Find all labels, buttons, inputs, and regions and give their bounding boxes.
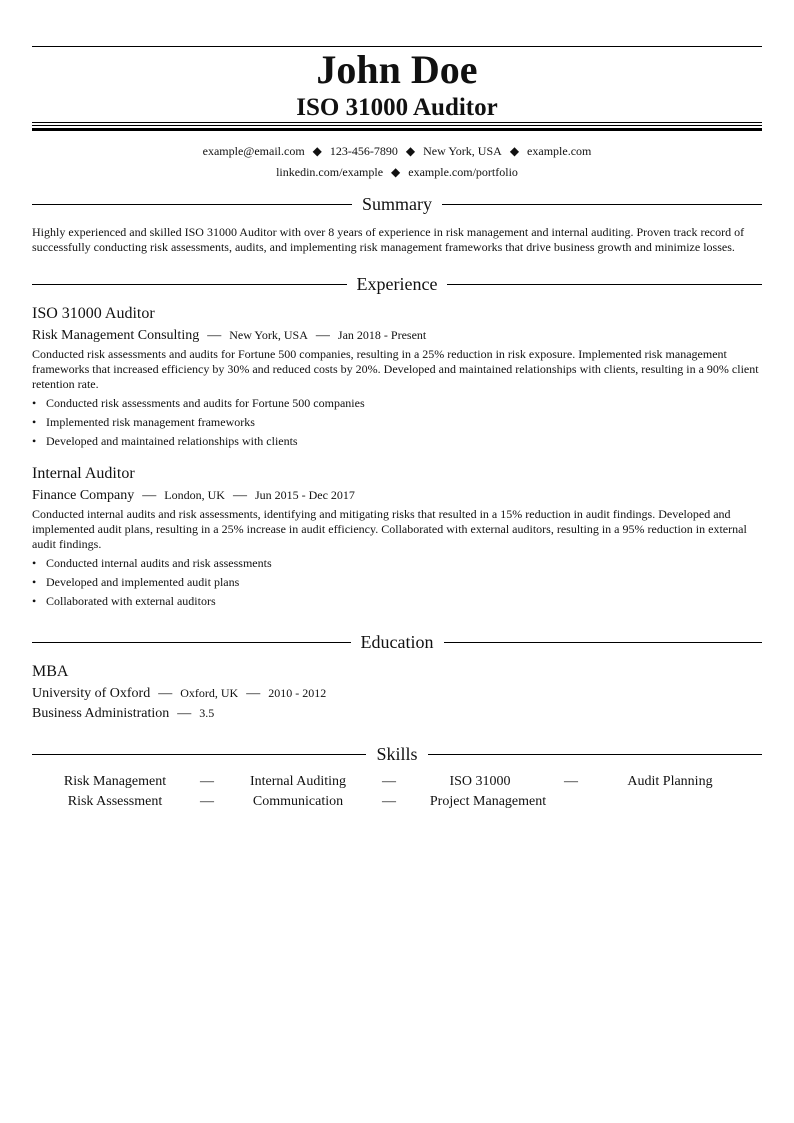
skill-item: Audit Planning bbox=[627, 774, 713, 789]
degree: MBA bbox=[32, 663, 69, 680]
experience-heading-label: Experience bbox=[356, 274, 438, 294]
skills-row bbox=[32, 793, 762, 813]
job-location: London, UK bbox=[164, 488, 225, 502]
contact-phone[interactable]: 123-456-7890 bbox=[329, 144, 398, 158]
bullet-text: Developed and maintained relationships with clients bbox=[46, 434, 298, 448]
list-item bbox=[32, 394, 762, 413]
bullet-icon: • bbox=[32, 594, 37, 608]
list-item bbox=[32, 592, 762, 611]
header-divider bbox=[32, 122, 762, 131]
dash-separator: — bbox=[200, 774, 214, 789]
skills-row bbox=[32, 773, 762, 793]
skills-grid bbox=[32, 773, 762, 813]
candidate-title: ISO 31000 Auditor bbox=[296, 94, 498, 121]
skill-item: ISO 31000 bbox=[449, 774, 511, 789]
job-title: Internal Auditor bbox=[32, 465, 135, 482]
school-name: University of Oxford bbox=[32, 686, 151, 701]
education-dates: 2010 - 2012 bbox=[268, 686, 327, 700]
list-item bbox=[32, 413, 762, 432]
bullet-text: Collaborated with external auditors bbox=[46, 594, 216, 608]
contact-portfolio[interactable]: example.com/portfolio bbox=[408, 165, 518, 179]
job-company: Risk Management Consulting bbox=[32, 328, 200, 343]
experience-heading bbox=[32, 273, 762, 295]
job-title: ISO 31000 Auditor bbox=[32, 305, 155, 322]
candidate-name: John Doe bbox=[316, 47, 478, 92]
bullet-text: Developed and implemented audit plans bbox=[46, 575, 240, 589]
bullet-icon: • bbox=[32, 415, 37, 429]
summary-heading-label: Summary bbox=[362, 194, 432, 214]
job-dates: Jun 2015 - Dec 2017 bbox=[254, 488, 355, 502]
list-item bbox=[32, 573, 762, 592]
list-item bbox=[32, 554, 762, 573]
contact-linkedin[interactable]: linkedin.com/example bbox=[276, 165, 384, 179]
job-bullets bbox=[32, 394, 762, 451]
skill-item: Risk Assessment bbox=[67, 794, 163, 809]
diamond-icon: ◆ bbox=[391, 165, 401, 179]
dash-separator: — bbox=[177, 706, 192, 721]
skills-heading bbox=[32, 743, 762, 765]
dash-separator: — bbox=[564, 774, 578, 789]
diamond-icon: ◆ bbox=[405, 144, 416, 158]
job-meta bbox=[32, 326, 426, 345]
skill-item: Communication bbox=[252, 794, 344, 809]
bullet-icon: • bbox=[32, 396, 37, 410]
contact-website[interactable]: example.com bbox=[527, 144, 592, 158]
skill-item: Risk Management bbox=[63, 774, 167, 789]
field-of-study: Business Administration bbox=[32, 706, 170, 721]
diamond-icon: ◆ bbox=[509, 144, 520, 158]
education-meta bbox=[32, 684, 326, 703]
education-heading bbox=[32, 631, 762, 653]
job-company: Finance Company bbox=[32, 488, 135, 503]
dash-separator: — bbox=[207, 328, 222, 343]
bullet-icon: • bbox=[32, 434, 37, 448]
school-location: Oxford, UK bbox=[180, 686, 239, 700]
list-item bbox=[32, 432, 762, 451]
gpa: 3.5 bbox=[199, 706, 215, 720]
dash-separator: — bbox=[382, 794, 396, 809]
summary-text: Highly experienced and skilled ISO 31000 Auditor with over 8 years of experience in risk management and internal auditing. Proven track record of successfully conducting risk assessments, audits, and implementing risk management frameworks that drive business growth and minimize losses. bbox=[32, 225, 745, 254]
job-description: Conducted internal audits and risk assessments, identifying and mitigating risks that resulted in a 15% reduction in audit findings. Developed and implemented audit plans, resulting in a 25% increase in audit efficiency. Collaborated with external auditors, resulting in a 95% reduction in external audit findings. bbox=[32, 507, 747, 551]
bullet-text: Implemented risk management frameworks bbox=[46, 415, 255, 429]
dash-separator: — bbox=[382, 774, 396, 789]
dash-separator: — bbox=[200, 794, 214, 809]
dash-separator: — bbox=[158, 686, 173, 701]
education-heading-label: Education bbox=[360, 632, 434, 652]
contact-location: New York, USA bbox=[423, 144, 502, 158]
job-bullets bbox=[32, 554, 762, 611]
job-meta bbox=[32, 486, 355, 505]
bullet-icon: • bbox=[32, 575, 37, 589]
skill-item: Project Management bbox=[429, 794, 547, 809]
dash-separator: — bbox=[232, 488, 247, 503]
job-dates: Jan 2018 - Present bbox=[337, 328, 427, 342]
dash-separator: — bbox=[246, 686, 261, 701]
bullet-text: Conducted risk assessments and audits for Fortune 500 companies bbox=[46, 396, 365, 410]
job-location: New York, USA bbox=[229, 328, 308, 342]
skill-item: Internal Auditing bbox=[249, 774, 347, 789]
dash-separator: — bbox=[142, 488, 157, 503]
dash-separator: — bbox=[315, 328, 330, 343]
bullet-icon: • bbox=[32, 556, 37, 570]
bullet-text: Conducted internal audits and risk assessments bbox=[46, 556, 272, 570]
job-description: Conducted risk assessments and audits for Fortune 500 companies, resulting in a 25% reduction in risk exposure. Implemented risk management frameworks that increased efficiency by 30% and reduced costs by 20%. Developed and maintained relationships with clients, resulting in a 90% client retention rate. bbox=[32, 347, 759, 391]
contact-email[interactable]: example@email.com bbox=[202, 144, 305, 158]
contact-line-1 bbox=[32, 143, 762, 159]
education-field-meta bbox=[32, 704, 214, 723]
skills-heading-label: Skills bbox=[376, 744, 418, 764]
diamond-icon: ◆ bbox=[312, 144, 322, 158]
summary-heading bbox=[32, 193, 762, 215]
contact-line-2 bbox=[32, 164, 762, 180]
